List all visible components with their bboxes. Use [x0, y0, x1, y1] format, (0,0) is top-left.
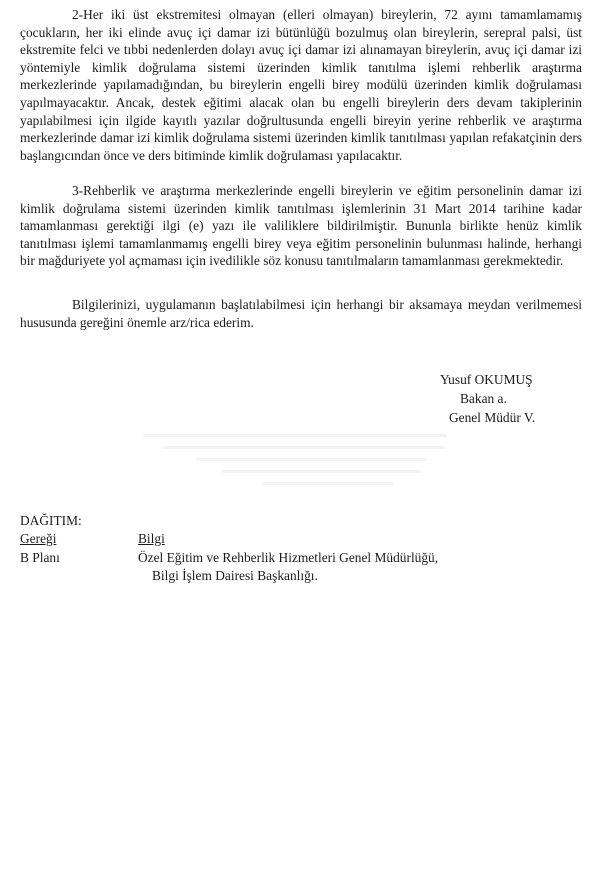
body-paragraph-3: 3-Rehberlik ve araştırma merkezlerinde engelli bireylerin ve eğitim personelinin damar izi kimlik doğrulama sistemi üzerinden kimlik tanıtılması işlemlerinin 31 Mart 2014 tarihine kadar tamamlanması gerektiği ilgi (e) yazı ile valiliklere bildirilmiştir. Bununla birlikte henüz kimlik tanıtılması işlemi tamamlanmamış engelli birey veya eğitim personelinin bulunması halinde, herhangi bir mağduriyete yol açmaması için ivedilikle söz konusu tanıtılmaların tamamlanması gerekmektedir. — [20, 183, 582, 269]
signatory-name: Yusuf OKUMUŞ — [440, 372, 533, 387]
faint-bleed-through-text — [130, 425, 460, 505]
distribution-heading: DAĞITIM: — [20, 513, 82, 528]
body-paragraph-2: 2-Her iki üst ekstremitesi olmayan (elleri olmayan) bireylerin, 72 ayını tamamlamamış çocukların, her iki elinde avuç içi damar izi bütünlüğü bozulmuş olan bireylerin, serepral palsi, üst ekstremite felci ve tıbbi nedenlerden dolayı avuç içi damar izi alınamayan bireylerin, avuç içi damar izi yöntemiyle kimlik doğrulama sistemi üzerinden kimlik tanıtılma işlemi rehberlik araştırma merkezlerinde yapılamadığından, bu bireylerin engelli birey modülü üzerinden kimlik doğrulaması yapılmayacaktır. Ancak, destek eğitimi alacak olan bu engelli bireylerin ders devam takiplerinin yapılabilmesi için ilgide kayıtlı yazılar doğrultusunda engelli bireyin yerine rehberlik ve araştırma merkezlerinde damar izi kimlik doğrulama sistemi üzerinden kimlik tanıtılması yapılan refakatçinin ders başlangıcından önce ve ders bitiminde kimlik doğrulaması yapılacaktır. — [20, 7, 582, 163]
signatory-title-line-1: Bakan a. — [460, 391, 507, 406]
signatory-title-line-2: Genel Müdür V. — [449, 410, 536, 425]
distribution-action-recipient: B Planı — [20, 550, 60, 565]
distribution-info-recipient-1: Özel Eğitim ve Rehberlik Hizmetleri Genel Müdürlüğü, — [138, 550, 439, 565]
body-paragraph-closing: Bilgilerinizi, uygulamanın başlatılabilmesi için herhangi bir aksamaya meydan verilmemesi hususunda gereğini önemle arz/rica ederim. — [20, 297, 582, 330]
distribution-action-column-header: Gereği — [20, 531, 57, 546]
distribution-info-recipient-2: Bilgi İşlem Dairesi Başkanlığı. — [152, 568, 318, 583]
distribution-info-column-header: Bilgi — [138, 531, 165, 546]
